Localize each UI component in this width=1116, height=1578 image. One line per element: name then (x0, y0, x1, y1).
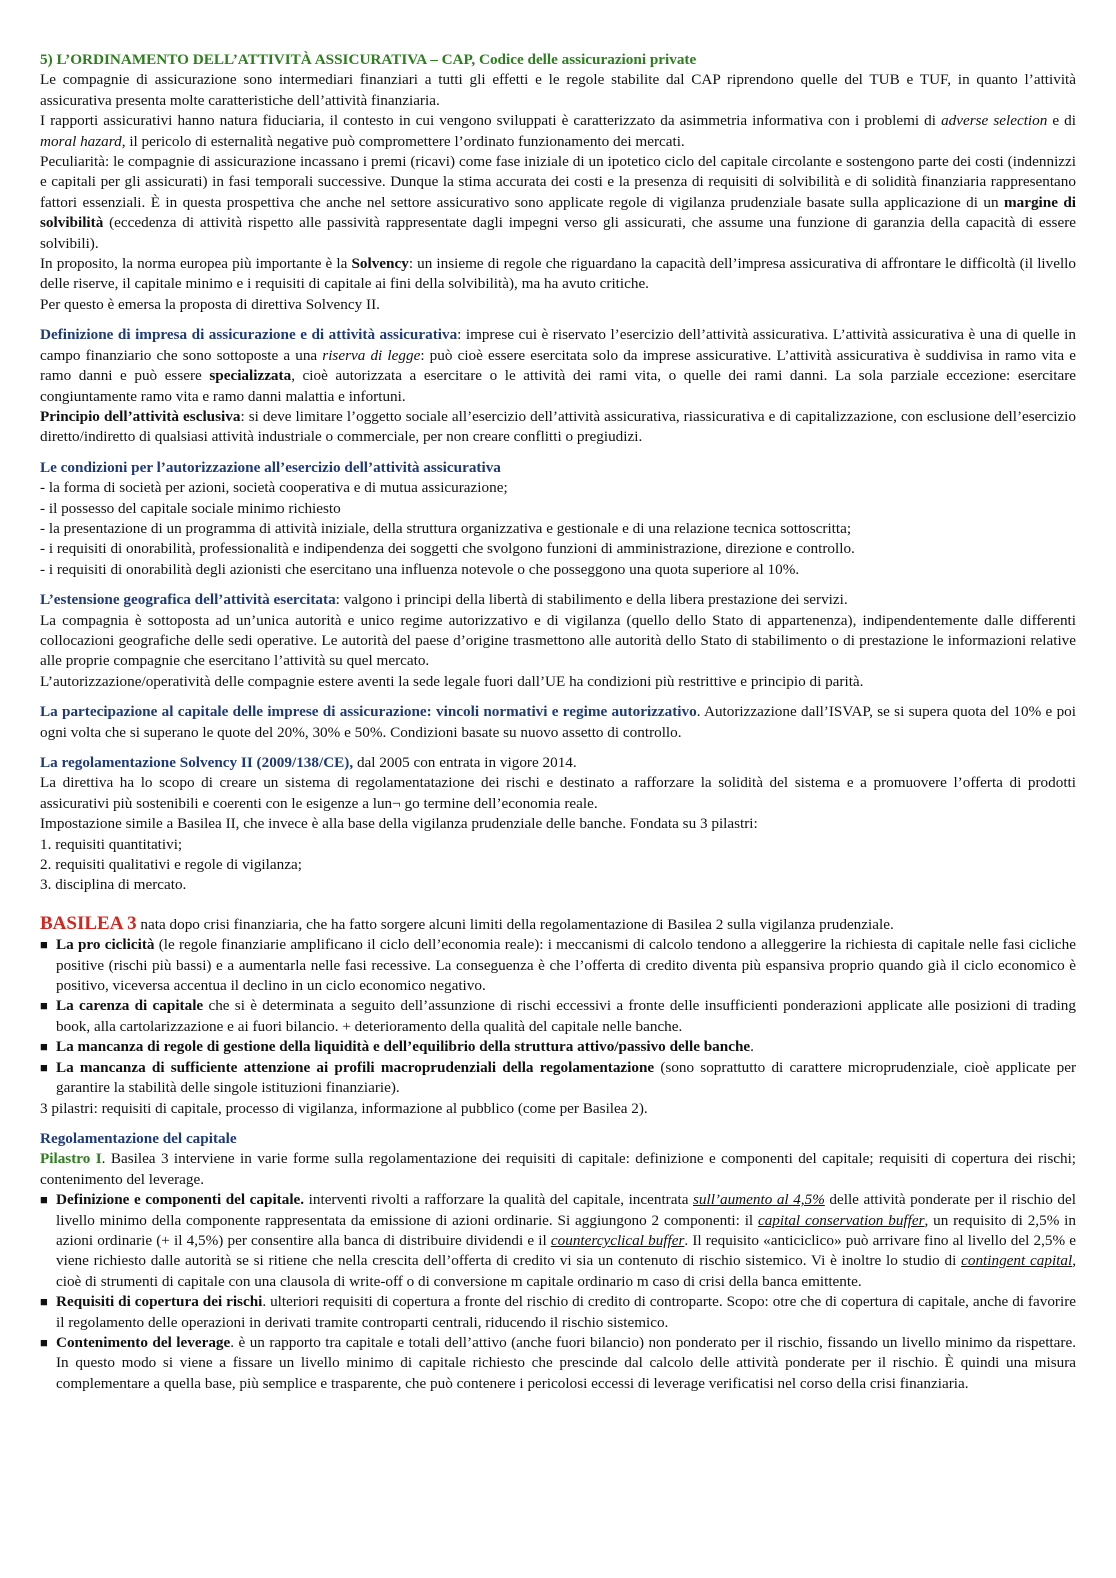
text-run: contingent capital (961, 1252, 1073, 1270)
text-run: nata dopo crisi finanziaria, che ha fatto sorgere alcuni limiti della regolamentazione di Basilea 2 sulla vigilanza prudenziale. (136, 915, 894, 933)
bullet-item (40, 996, 1076, 1037)
bullet-item (40, 1058, 1076, 1099)
text-run: specializzata (209, 367, 292, 385)
text-run: sull’aumento al 4,5% (692, 1191, 825, 1209)
text-run: riserva di legge (322, 346, 421, 364)
text-run: Requisiti di copertura dei rischi (56, 1293, 263, 1311)
bullet-item (40, 1190, 1076, 1292)
text-run: , il pericolo di esternalità negative può compromettere l’ordinato funzionamento dei mercati. (121, 132, 685, 150)
paragraph: Le compagnie di assicurazione sono intermediari finanziari a tutti gli effetti e le regole stabilite dal CAP riprendono quelle del TUB e TUF, in quanto l’attività assicurativa presenta molte caratteristiche dell’attività finanziaria. (40, 71, 1076, 109)
list-item: - i requisiti di onorabilità degli azionisti che esercitano una influenza notevole o che posseggono una quota superiore al 10%. (40, 560, 800, 578)
paragraph (40, 407, 1076, 448)
text-run: : un insieme di regole che riguardano la capacità dell’impresa assicurativa di affrontare le difficoltà (il livello delle riserve, il capitale minimo e i requisiti di capitale ai fini della solvibilità), ma ha avuto critiche. (40, 255, 1076, 293)
paragraph: La compagnia è sottoposta ad un’unica autorità e unico regime autorizzativo e di vigilanza (quello dello Stato di appartenenza), indipendentemente dalle differenti collocazioni geografiche delle sedi operative. Le autorità del paese d’origine trasmettono alle autorità dello Stato di stabilimento o di prestazione le informazioni relative alle proprie compagnie che esercitano l’attività su quel mercato. (40, 611, 1076, 670)
paragraph (40, 753, 1076, 773)
paragraph: L’autorizzazione/operatività delle compagnie estere aventi la sede legale fuori dall’UE ha condizioni più restrittive e principio di parità. (40, 672, 864, 690)
section-heading-basilea3: BASILEA 3 (40, 912, 137, 934)
paragraph (40, 254, 1076, 295)
text-run: : valgono i principi della libertà di stabilimento e della libera prestazione dei servizi. (335, 591, 848, 609)
square-bullet-icon: ■ (40, 998, 48, 1014)
list-item: 3. disciplina di mercato. (40, 876, 187, 894)
square-bullet-icon: ■ (40, 1039, 48, 1055)
section-basilea3 (40, 914, 1076, 1119)
paragraph: Per questo è emersa la proposta di direttiva Solvency II. (40, 295, 380, 313)
text-run: La mancanza di regole di gestione della liquidità e dell’equilibrio della struttura attivo/passivo delle banche (56, 1038, 751, 1056)
section-condizioni (40, 458, 1076, 580)
paragraph (40, 1149, 1076, 1190)
square-bullet-icon: ■ (40, 1192, 48, 1208)
section-capitale (40, 1129, 1076, 1394)
text-run: La pro ciclicità (56, 936, 155, 954)
paragraph (40, 152, 1076, 254)
text-run: Definizione e componenti del capitale. (56, 1191, 305, 1209)
square-bullet-icon: ■ (40, 937, 48, 953)
square-bullet-icon: ■ (40, 1059, 48, 1075)
list-item: - la forma di società per azioni, società cooperativa e di mutua assicurazione; (40, 479, 508, 497)
text-run: Peculiarità: le compagnie di assicurazione incassano i premi (ricavi) come fase iniziale di un ipotetico ciclo del capitale circolante e sostengono parte dei costi (indennizzi e capitali per gli assicurati) in fasi temporali successive. Dunque la stima accurata dei costi e la presenza di requisiti di solvibilità e di solidità finanziaria rappresentano fattori essenziali. È in questa prospettiva che anche nel settore assicurativo sono applicate regole di vigilanza prudenziale basate sulla applicazione di un (40, 153, 1076, 211)
text-run: : si deve limitare l’oggetto sociale all’esercizio dell’attività assicurativa, riassicurativa e di capitalizzazione, con esclusione dell’esercizio diretto/indiretto di qualsiasi attività industriale o commerciale, per non creare conflitti o pregiudizi. (40, 407, 1076, 446)
text-run: delle attività ponderate per il rischio del livello minimo della componente rappresentata da emissione di azioni ordinarie. Si aggiungono 2 componenti: il (56, 1191, 1076, 1229)
text-run: : imprese cui è riservato l’esercizio dell’attività assicurativa. L’attività assicurativa è una di quelle in campo finanziario che sono sottoposte a una (40, 326, 1076, 364)
text-run: , un requisito di 2,5% in azioni ordinarie (+ il 4,5%) per consentire alla banca di distribuire dividendi e il (56, 1211, 1076, 1249)
bullet-item (40, 1037, 1076, 1057)
text-run: , cioè di strumenti di capitale con una clausola di write-off o di conversione m capitale ordinario m caso di crisi della banca emittente. (56, 1252, 1076, 1290)
text-run: moral hazard (40, 132, 122, 150)
section-heading-solvency: La regolamentazione Solvency II (2009/138/CE), (40, 754, 354, 771)
square-bullet-icon: ■ (40, 1294, 48, 1310)
text-run: , cioè autorizzata a esercitare o le attività dei rami vita, o quelle dei rami danni. La sola parziale eccezione: esercitare congiuntamente ramo vita e ramo danni malattia e infortuni. (40, 367, 1076, 405)
section-heading-capitale: Regolamentazione del capitale (40, 1129, 237, 1147)
text-run: (le regole finanziarie amplificano il ciclo dell’economia reale): i meccanismi di calcolo tendono a alleggerire la richiesta di capitale nelle fasi cicliche positive (rischi più bassi) e a aumentarla nelle fasi recessive. La conseguenza è che l’offerta di credito diventa più espansiva proprio quando già il ciclo economico è positivo, viceversa accentua il declino in un ciclo economico negativo. (56, 936, 1076, 995)
text-run: adverse selection (941, 112, 1048, 130)
pillar-label: Pilastro I (40, 1150, 102, 1168)
spacer (40, 906, 1076, 914)
text-run: Solvency (351, 255, 409, 273)
paragraph (40, 590, 1076, 610)
section-heading-condizioni: Le condizioni per l’autorizzazione all’esercizio dell’attività assicurativa (40, 458, 501, 476)
text-run: che si è determinata a seguito dell’assunzione di rischi eccessivi a fronte delle insufficienti ponderazioni applicate alle posizioni di trading book, alla cartolarizzazione e ai fuori bilancio. + deterioramento della qualità del capitale nelle banche. (56, 997, 1076, 1035)
section-heading-definizione: Definizione di impresa di assicurazione e di attività assicurativa (40, 326, 458, 344)
text-run: Contenimento del leverage (56, 1333, 231, 1351)
text-run: dal 2005 con entrata in vigore 2014. (353, 754, 577, 771)
bullet-item (40, 1333, 1076, 1394)
text-run: Principio dell’attività esclusiva (40, 407, 241, 425)
paragraph (40, 325, 1076, 407)
list-item: 1. requisiti quantitativi; (40, 835, 183, 853)
square-bullet-icon: ■ (40, 1334, 48, 1350)
section-solvency (40, 753, 1076, 896)
paragraph: La direttiva ha lo scopo di creare un sistema di regolamentatazione dei rischi e destinato a rafforzare la solidità del sistema e a promuovere l’offerta di prodotti assicurativi più sostenibili e coerenti con le esigenze a lun¬ go termine dell’economia reale. (40, 774, 1076, 812)
text-run: countercyclical buffer (550, 1231, 685, 1249)
section-heading-cap: 5) L’ORDINAMENTO DELL’ATTIVITÀ ASSICURATIVA – CAP, Codice delle assicurazioni private (40, 51, 697, 68)
section-estensione (40, 590, 1076, 692)
text-run: . ulteriori requisiti di copertura a fronte del rischio di credito di controparte. Scopo: otre che di copertura di capitale, anche di favorire il regolamento delle operazioni in derivati tramite controparti centrali, riducendo il rischio sistemico. (56, 1293, 1076, 1331)
list-item: - i requisiti di onorabilità, professionalità e indipendenza dei soggetti che svolgono funzioni di amministrazione, direzione e controllo. (40, 540, 855, 558)
section-cap (40, 50, 1076, 315)
text-run: margine di solvibilità (40, 193, 1077, 232)
text-run: . Basilea 3 interviene in varie forme sulla regolamentazione dei requisiti di capitale: definizione e componenti del capitale; requisiti di copertura dei rischi; contenimento del leverage. (40, 1150, 1077, 1188)
text-run: . Autorizzazione dall’ISVAP, se si supera quota del 10% e poi ogni volta che si superano le quote del 20%, 30% e 50%. Condizioni basate su nuovo assetto di controllo. (40, 703, 1076, 741)
text-run: I rapporti assicurativi hanno natura fiduciaria, il contesto in cui vengono sviluppati è caratterizzato da asimmetria informativa con i problemi di (40, 112, 942, 130)
text-run: In proposito, la norma europea più importante è la (40, 255, 352, 273)
text-run: capital conservation buffer (757, 1211, 925, 1229)
text-run: La carenza di capitale (56, 997, 204, 1015)
text-run: (eccedenza di attività rispetto alle passività rappresentate dagli impegni verso gli assicurati, che assume una funzione di garanzia della capacità di essere solvibili). (40, 214, 1076, 252)
text-run: La mancanza di sufficiente attenzione ai profili macroprudenziali della regolamentazione (56, 1058, 655, 1076)
section-heading-partecipazione: La partecipazione al capitale delle imprese di assicurazione: vincoli normativi e regime autorizzativo (40, 703, 697, 721)
section-heading-estensione: L’estensione geografica dell’attività esercitata (40, 591, 336, 609)
paragraph (40, 111, 1076, 152)
text-run: : può cioè essere esercitata solo da imprese assicurative. L’attività assicurativa è suddivisa in ramo vita e ramo danni e può essere (40, 346, 1076, 385)
bullet-item (40, 1292, 1076, 1333)
text-run: . è un rapporto tra capitale e totali dell’attivo (anche fuori bilancio) non ponderato per il rischio, fissando un livello minimo da rispettare. In questo modo si viene a fissare un livello minimo di capitale richiesto che prescinde dal calcolo delle attività ponderate per il rischio. È quindi una misura complementare a quella base, più semplice e trasparente, che può contenere i pericolosi eccessi di leverage verificatisi nel corso della crisi finanziaria. (56, 1333, 1076, 1392)
section-definizione (40, 325, 1076, 447)
text-run: . (750, 1038, 754, 1056)
list-item: 2. requisiti qualitativi e regole di vigilanza; (40, 856, 302, 874)
paragraph: Impostazione simile a Basilea II, che invece è alla base della vigilanza prudenziale delle banche. Fondata su 3 pilastri: (40, 815, 758, 833)
bullet-item (40, 935, 1076, 996)
text-run: . Il requisito «anticiclico» può arrivare fino al livello del 2,5% e viene richiesto dalle autorità se si ritiene che nella crescita dell’offerta di credito vi sia un contenuto di rischio sistemico. Vi è inoltre lo studio di (56, 1231, 1077, 1270)
paragraph (40, 702, 1076, 743)
text-run: (sono soprattutto di carattere microprudenziale, cioè applicate per garantire la stabilità delle singole istituzioni finanziarie). (56, 1058, 1077, 1097)
section-partecipazione (40, 702, 1076, 743)
list-item: - il possesso del capitale sociale minimo richiesto (40, 499, 341, 517)
list-item: - la presentazione di un programma di attività iniziale, della struttura organizzativa e gestionale e di una relazione tecnica sottoscritta; (40, 519, 852, 537)
paragraph (40, 914, 1076, 935)
text-run: e di (1047, 112, 1076, 130)
text-run: interventi rivolti a rafforzare la qualità del capitale, incentrata (304, 1191, 693, 1209)
paragraph: 3 pilastri: requisiti di capitale, processo di vigilanza, informazione al pubblico (come per Basilea 2). (40, 1099, 648, 1117)
